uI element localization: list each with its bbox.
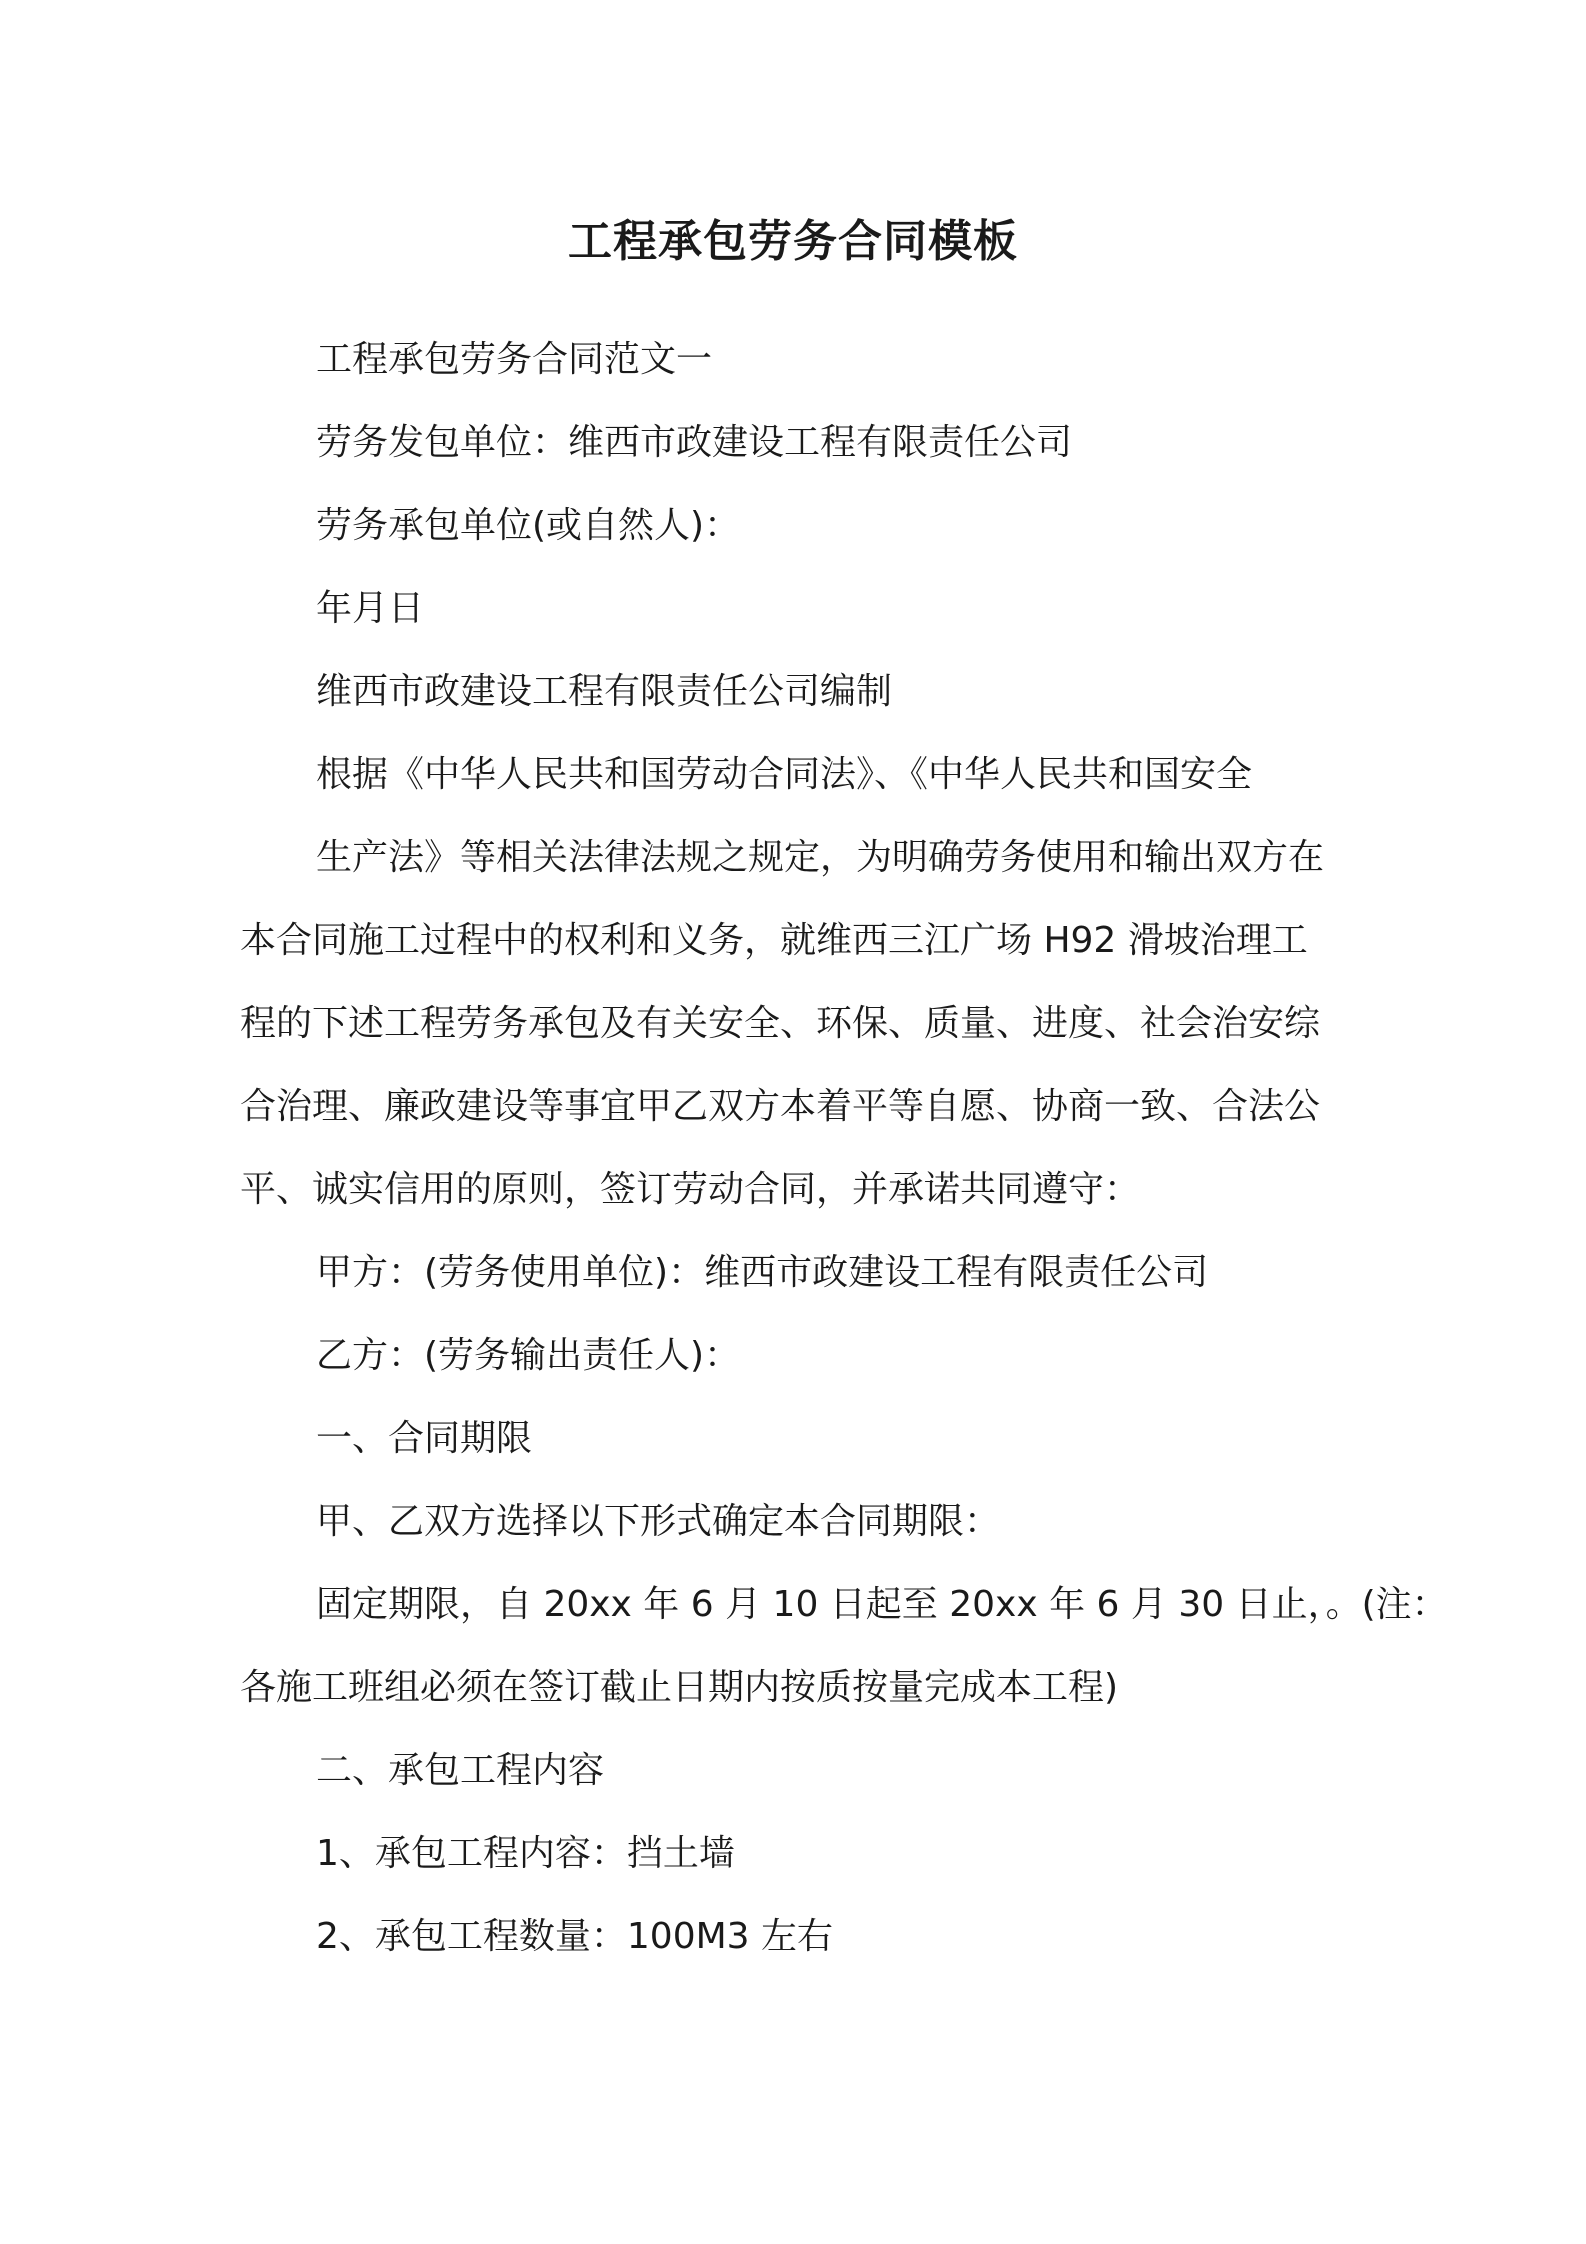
- document-line: 劳务发包单位：维西市政建设工程有限责任公司: [316, 422, 1073, 463]
- document-line: 二、承包工程内容: [316, 1750, 605, 1791]
- document-line: 乙方：(劳务输出责任人)：: [316, 1335, 741, 1376]
- document-line: 甲、乙双方选择以下形式确定本合同期限：: [316, 1501, 1001, 1542]
- document-line: 程的下述工程劳务承包及有关安全、环保、质量、进度、社会治安综: [240, 1003, 1321, 1044]
- document-line: 生产法》等相关法律法规之规定，为明确劳务使用和输出双方在: [316, 837, 1325, 878]
- document-line: 本合同施工过程中的权利和义务，就维西三江广场 H92 滑坡治理工: [240, 920, 1308, 961]
- document-line: 甲方：(劳务使用单位)：维西市政建设工程有限责任公司: [316, 1252, 1209, 1293]
- document-line: 根据《中华人民共和国劳动合同法》、《中华人民共和国安全: [316, 754, 1253, 795]
- document-title: 工程承包劳务合同模板: [568, 216, 1018, 267]
- document-line: 劳务承包单位(或自然人)：: [316, 505, 741, 546]
- document-line: 年月日: [316, 588, 425, 629]
- document-line: 固定期限，自 20xx 年 6 月 10 日起至 20xx 年 6 月 30 日止，。(注：: [316, 1584, 1448, 1625]
- document-line: 各施工班组必须在签订截止日期内按质按量完成本工程): [240, 1667, 1119, 1708]
- document-line: 维西市政建设工程有限责任公司编制: [316, 671, 893, 712]
- document-line: 平、诚实信用的原则，签订劳动合同，并承诺共同遵守：: [240, 1169, 1141, 1210]
- document-line: 一、合同期限: [316, 1418, 533, 1459]
- document-line: 2、承包工程数量：100M3 左右: [316, 1916, 834, 1957]
- document-body: [240, 318, 1448, 1978]
- document-line: 合治理、廉政建设等事宜甲乙双方本着平等自愿、协商一致、合法公: [240, 1086, 1321, 1127]
- document-line: 1、承包工程内容：挡土墙: [316, 1833, 735, 1874]
- document-line: 工程承包劳务合同范文一: [316, 339, 713, 380]
